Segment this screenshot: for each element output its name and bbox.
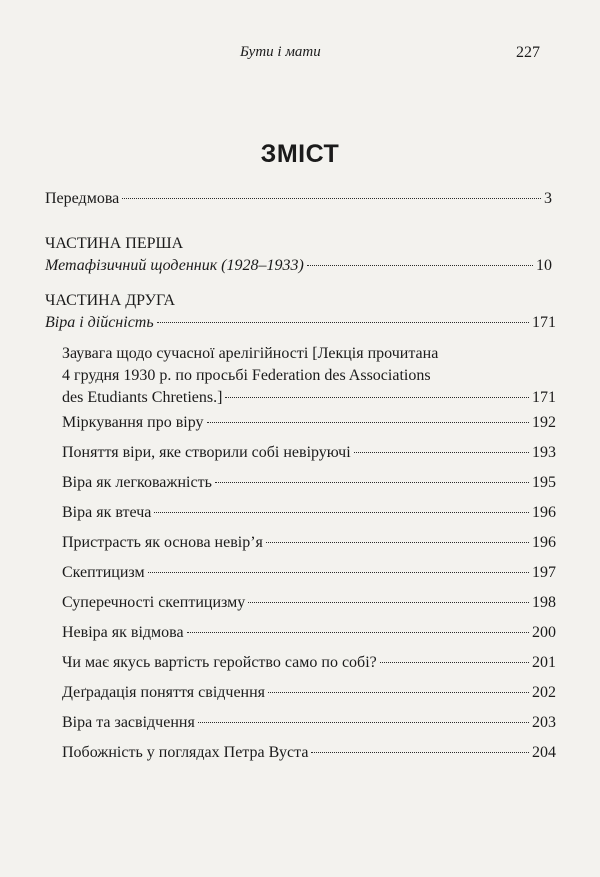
toc-entry-item[interactable] [62,682,556,704]
toc-entry-lecture[interactable] [62,387,556,409]
toc-entry-label: Суперечності скептицизму [62,594,246,611]
toc-entry-label: des Etudiants Chretiens.] [62,389,223,406]
dot-leader [187,632,529,633]
toc-entry-item[interactable] [62,412,556,434]
toc-entry-label: Міркування про віру [62,414,204,431]
dot-leader [248,602,529,603]
toc-entry-label: Віра та засвідчення [62,714,195,731]
toc-entry-page: 196 [532,534,556,551]
toc-entry-item[interactable] [62,652,556,674]
dot-leader [266,542,529,543]
toc-entry-label: Передмова [45,190,120,207]
toc-entry-item[interactable] [62,622,556,644]
toc-entry-label: Скептицизм [62,564,145,581]
dot-leader [122,198,541,199]
toc-entry-page: 195 [532,474,556,491]
toc-entry-item[interactable] [62,742,556,764]
toc-entry-label: Віра і дійсність [45,314,154,331]
toc-entry-preface[interactable] [45,188,552,210]
toc-entry-page: 200 [532,624,556,641]
page-number: 227 [516,44,540,61]
toc-entry-label: Чи має якусь вартість геройство само по собі? [62,654,377,671]
dot-leader [154,512,529,513]
toc-entry-page: 3 [544,190,552,207]
running-head [0,44,600,64]
toc-entry-lecture-line2: 4 грудня 1930 р. по просьбі Federation des Associations [62,367,431,384]
toc-entry-faith-and-reality[interactable] [45,312,556,334]
toc-entry-label: Метафізичний щоденник (1928–1933) [45,257,304,274]
dot-leader [307,265,533,266]
dot-leader [354,452,529,453]
dot-leader [380,662,529,663]
dot-leader [157,322,529,323]
toc-entry-page: 201 [532,654,556,671]
toc-entry-page: 196 [532,504,556,521]
toc-title: ЗМІСТ [260,140,340,168]
toc-entry-page: 193 [532,444,556,461]
toc-entry-metaphysical-diary[interactable] [45,255,552,277]
toc-entry-item[interactable] [62,532,556,554]
dot-leader [268,692,529,693]
toc-entry-label: Віра як втеча [62,504,152,521]
toc-entry-lecture-line1: Заувага щодо сучасної арелігійності [Лекція прочитана [62,345,439,362]
toc-entry-label: Невіра як відмова [62,624,184,641]
toc-entry-item[interactable] [62,472,556,494]
running-title: Бути і мати [240,44,321,60]
toc-entry-label: Віра як легковажність [62,474,212,491]
toc-entry-label: Побожність у поглядах Петра Вуста [62,744,309,761]
toc-entry-page: 192 [532,414,556,431]
toc-entry-item[interactable] [62,712,556,734]
toc-entry-label: Деґрадація поняття свідчення [62,684,266,701]
toc-entry-page: 198 [532,594,556,611]
dot-leader [215,482,529,483]
dot-leader [207,422,530,423]
toc-entry-page: 204 [532,744,556,761]
toc-entry-page: 203 [532,714,556,731]
part-heading-1: ЧАСТИНА ПЕРША [45,235,184,252]
toc-entry-item[interactable] [62,562,556,584]
part-heading-2: ЧАСТИНА ДРУГА [45,292,176,309]
toc-entry-item[interactable] [62,442,556,464]
toc-entry-label: Поняття віри, яке створили собі невіруючі [62,444,351,461]
toc-entry-page: 10 [536,257,552,274]
toc-entry-page: 171 [532,389,556,406]
dot-leader [198,722,529,723]
toc-entry-page: 202 [532,684,556,701]
toc-entry-item[interactable] [62,592,556,614]
dot-leader [311,752,529,753]
toc-entry-page: 171 [532,314,556,331]
toc-entry-label: Пристрасть як основа невір’я [62,534,263,551]
dot-leader [148,572,529,573]
toc-entry-page: 197 [532,564,556,581]
toc-entry-item[interactable] [62,502,556,524]
dot-leader [225,397,529,398]
